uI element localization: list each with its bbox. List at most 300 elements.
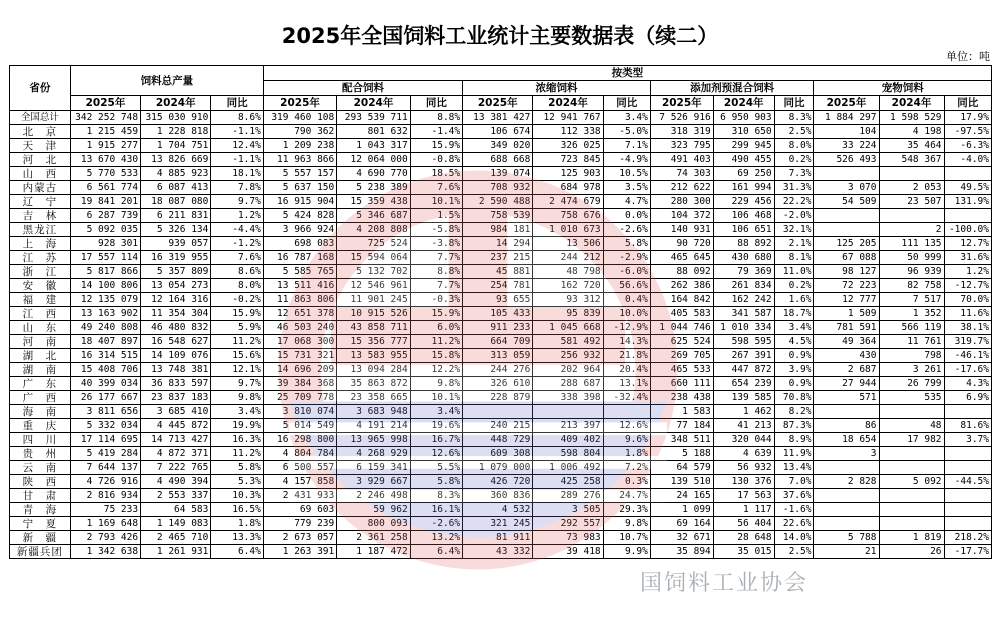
- value-cell: 164 842: [650, 293, 713, 307]
- province-cell: 河 北: [10, 153, 71, 167]
- value-cell: 310 650: [713, 125, 774, 139]
- value-cell: 104 372: [650, 209, 713, 223]
- value-cell: 5 092: [879, 475, 944, 489]
- value-cell: 0.4%: [603, 293, 650, 307]
- header-yoy: 同比: [410, 96, 462, 111]
- value-cell: [814, 405, 879, 419]
- value-cell: 3.5%: [603, 181, 650, 195]
- value-cell: 11 963 866: [263, 153, 336, 167]
- value-cell: 5 357 809: [141, 265, 211, 279]
- table-row: [10, 293, 992, 307]
- value-cell: -44.5%: [944, 475, 991, 489]
- value-cell: 64 583: [141, 503, 211, 517]
- value-cell: 16 319 955: [141, 251, 211, 265]
- value-cell: 228 879: [463, 391, 533, 405]
- value-cell: 93 655: [463, 293, 533, 307]
- value-cell: 218.2%: [944, 531, 991, 545]
- value-cell: 82 758: [879, 279, 944, 293]
- value-cell: 13 511 416: [263, 279, 336, 293]
- value-cell: 664 709: [463, 335, 533, 349]
- value-cell: 2 673 057: [263, 531, 336, 545]
- province-cell: 山 西: [10, 167, 71, 181]
- value-cell: 13 965 998: [337, 433, 410, 447]
- value-cell: 14 713 427: [141, 433, 211, 447]
- header-year-2024: 2024年: [141, 96, 211, 111]
- value-cell: [944, 447, 991, 461]
- value-cell: 2.5%: [774, 545, 814, 559]
- value-cell: 13 670 430: [70, 153, 140, 167]
- province-cell: 全国总计: [10, 111, 71, 125]
- value-cell: 708 932: [463, 181, 533, 195]
- value-cell: 49.5%: [944, 181, 991, 195]
- value-cell: 8.3%: [410, 489, 462, 503]
- value-cell: 5 424 828: [263, 209, 336, 223]
- province-cell: 黑龙江: [10, 223, 71, 237]
- table-row: [10, 405, 992, 419]
- value-cell: -2.6%: [603, 223, 650, 237]
- value-cell: 0.2%: [774, 279, 814, 293]
- table-row: [10, 517, 992, 531]
- value-cell: 1.2%: [211, 209, 263, 223]
- value-cell: 3 929 667: [337, 475, 410, 489]
- value-cell: 12.7%: [944, 237, 991, 251]
- value-cell: 1.8%: [211, 517, 263, 531]
- table-row: [10, 167, 992, 181]
- value-cell: 11 354 304: [141, 307, 211, 321]
- value-cell: 8.2%: [774, 405, 814, 419]
- table-row: [10, 349, 992, 363]
- value-cell: 7.6%: [410, 181, 462, 195]
- value-cell: 19.9%: [211, 419, 263, 433]
- header-year-2024: 2024年: [533, 96, 603, 111]
- value-cell: -100.0%: [944, 223, 991, 237]
- value-cell: [814, 167, 879, 181]
- table-row: [10, 223, 992, 237]
- value-cell: 4 726 916: [70, 475, 140, 489]
- value-cell: 14 109 076: [141, 349, 211, 363]
- value-cell: [879, 503, 944, 517]
- value-cell: 1 187 472: [337, 545, 410, 559]
- value-cell: 16 915 904: [263, 195, 336, 209]
- value-cell: 17 068 300: [263, 335, 336, 349]
- value-cell: 5 557 157: [263, 167, 336, 181]
- value-cell: 13.1%: [603, 377, 650, 391]
- value-cell: 269 705: [650, 349, 713, 363]
- value-cell: 13 583 955: [337, 349, 410, 363]
- value-cell: 13.2%: [410, 531, 462, 545]
- value-cell: 405 583: [650, 307, 713, 321]
- value-cell: 2 361 258: [337, 531, 410, 545]
- value-cell: 16.3%: [211, 433, 263, 447]
- value-cell: 139 074: [463, 167, 533, 181]
- value-cell: 29.3%: [603, 503, 650, 517]
- value-cell: 46 480 832: [141, 321, 211, 335]
- value-cell: 1 819: [879, 531, 944, 545]
- value-cell: 3.4%: [211, 405, 263, 419]
- table-row: [10, 139, 992, 153]
- value-cell: 8.6%: [211, 265, 263, 279]
- value-cell: 50 999: [879, 251, 944, 265]
- value-cell: 15.9%: [211, 307, 263, 321]
- value-cell: 5.8%: [603, 237, 650, 251]
- value-cell: 5 419 284: [70, 447, 140, 461]
- value-cell: 790 362: [263, 125, 336, 139]
- province-cell: 新疆兵团: [10, 545, 71, 559]
- value-cell: -4.0%: [944, 153, 991, 167]
- value-cell: 98 127: [814, 265, 879, 279]
- province-cell: 吉 林: [10, 209, 71, 223]
- value-cell: 2 816 934: [70, 489, 140, 503]
- value-cell: 292 557: [533, 517, 603, 531]
- value-cell: 7.6%: [211, 251, 263, 265]
- table-row: [10, 237, 992, 251]
- value-cell: 8.3%: [774, 111, 814, 125]
- value-cell: 202 964: [533, 363, 603, 377]
- value-cell: 3 505: [533, 503, 603, 517]
- value-cell: 23 358 665: [337, 391, 410, 405]
- table-row: [10, 489, 992, 503]
- value-cell: 326 025: [533, 139, 603, 153]
- value-cell: 17 114 695: [70, 433, 140, 447]
- province-cell: 陕 西: [10, 475, 71, 489]
- value-cell: 10.1%: [410, 391, 462, 405]
- value-cell: 237 215: [463, 251, 533, 265]
- value-cell: 318 319: [650, 125, 713, 139]
- value-cell: 289 276: [533, 489, 603, 503]
- value-cell: [944, 503, 991, 517]
- table-row: [10, 321, 992, 335]
- value-cell: 3: [814, 447, 879, 461]
- value-cell: 72 223: [814, 279, 879, 293]
- value-cell: -12.7%: [944, 279, 991, 293]
- value-cell: 244 276: [463, 363, 533, 377]
- value-cell: 299 945: [713, 139, 774, 153]
- value-cell: 17 563: [713, 489, 774, 503]
- value-cell: 8.8%: [410, 111, 462, 125]
- value-cell: 319 460 108: [263, 111, 336, 125]
- value-cell: -2.0%: [774, 209, 814, 223]
- value-cell: 6.4%: [410, 545, 462, 559]
- province-cell: 海 南: [10, 405, 71, 419]
- province-cell: 湖 北: [10, 349, 71, 363]
- value-cell: 0.0%: [603, 209, 650, 223]
- value-cell: 5 188: [650, 447, 713, 461]
- value-cell: 75 233: [70, 503, 140, 517]
- value-cell: -17.6%: [944, 363, 991, 377]
- header-yoy: 同比: [603, 96, 650, 111]
- value-cell: 598 595: [713, 335, 774, 349]
- value-cell: 2 246 498: [337, 489, 410, 503]
- value-cell: -12.9%: [603, 321, 650, 335]
- value-cell: 293 539 711: [337, 111, 410, 125]
- value-cell: 5 788: [814, 531, 879, 545]
- value-cell: 16 787 168: [263, 251, 336, 265]
- value-cell: 104: [814, 125, 879, 139]
- value-cell: 15 408 706: [70, 363, 140, 377]
- unit-label: 单位：吨: [946, 50, 990, 63]
- value-cell: 320 044: [713, 433, 774, 447]
- value-cell: 725 524: [337, 237, 410, 251]
- value-cell: 16.5%: [211, 503, 263, 517]
- value-cell: 111 135: [879, 237, 944, 251]
- province-cell: 广 东: [10, 377, 71, 391]
- province-cell: 山 东: [10, 321, 71, 335]
- value-cell: 548 367: [879, 153, 944, 167]
- value-cell: 3.7%: [944, 433, 991, 447]
- header-total: 饲料总产量: [70, 66, 263, 96]
- value-cell: 35 464: [879, 139, 944, 153]
- value-cell: 1 261 931: [141, 545, 211, 559]
- value-cell: 17 557 114: [70, 251, 140, 265]
- value-cell: 288 687: [533, 377, 603, 391]
- value-cell: -2.6%: [410, 517, 462, 531]
- value-cell: 106 651: [713, 223, 774, 237]
- value-cell: 409 402: [533, 433, 603, 447]
- value-cell: 4 191 214: [337, 419, 410, 433]
- value-cell: 11.0%: [774, 265, 814, 279]
- value-cell: 3 966 924: [263, 223, 336, 237]
- value-cell: 13 506: [533, 237, 603, 251]
- value-cell: 162 720: [533, 279, 603, 293]
- value-cell: 13 381 427: [463, 111, 533, 125]
- value-cell: 11.6%: [944, 307, 991, 321]
- value-cell: 3.9%: [774, 363, 814, 377]
- value-cell: 25 709 778: [263, 391, 336, 405]
- value-cell: 7 526 916: [650, 111, 713, 125]
- value-cell: 125 205: [814, 237, 879, 251]
- value-cell: 1 884 297: [814, 111, 879, 125]
- value-cell: 70.0%: [944, 293, 991, 307]
- value-cell: 698 083: [263, 237, 336, 251]
- value-cell: 1 462: [713, 405, 774, 419]
- table-row: [10, 545, 992, 559]
- value-cell: 40 399 034: [70, 377, 140, 391]
- value-cell: 32 671: [650, 531, 713, 545]
- province-cell: 新 疆: [10, 531, 71, 545]
- table-row: [10, 363, 992, 377]
- value-cell: 5 332 034: [70, 419, 140, 433]
- value-cell: 10.3%: [211, 489, 263, 503]
- value-cell: 254 781: [463, 279, 533, 293]
- province-cell: 广 西: [10, 391, 71, 405]
- table-row: [10, 195, 992, 209]
- value-cell: 426 720: [463, 475, 533, 489]
- value-cell: 10.1%: [410, 195, 462, 209]
- value-cell: [879, 517, 944, 531]
- header-premix: 添加剂预混合饲料: [650, 81, 814, 96]
- value-cell: 21.8%: [603, 349, 650, 363]
- table-row: [10, 279, 992, 293]
- value-cell: 4 208 808: [337, 223, 410, 237]
- value-cell: 490 455: [713, 153, 774, 167]
- value-cell: [814, 503, 879, 517]
- value-cell: 14 696 209: [263, 363, 336, 377]
- value-cell: 139 510: [650, 475, 713, 489]
- value-cell: 41 213: [713, 419, 774, 433]
- value-cell: 12.1%: [211, 363, 263, 377]
- value-cell: 1 509: [814, 307, 879, 321]
- province-cell: 浙 江: [10, 265, 71, 279]
- value-cell: 5 817 866: [70, 265, 140, 279]
- value-cell: -6.0%: [603, 265, 650, 279]
- value-cell: 24.7%: [603, 489, 650, 503]
- header-pet: 宠物饲料: [814, 81, 992, 96]
- value-cell: 7 222 765: [141, 461, 211, 475]
- value-cell: 16.1%: [410, 503, 462, 517]
- value-cell: 5 637 150: [263, 181, 336, 195]
- value-cell: 6 950 903: [713, 111, 774, 125]
- value-cell: 11.2%: [211, 335, 263, 349]
- value-cell: -4.9%: [603, 153, 650, 167]
- value-cell: -1.1%: [211, 125, 263, 139]
- value-cell: 2 053: [879, 181, 944, 195]
- value-cell: 571: [814, 391, 879, 405]
- value-cell: 21: [814, 545, 879, 559]
- province-cell: 贵 州: [10, 447, 71, 461]
- statistics-table: [9, 65, 992, 559]
- value-cell: 13.4%: [774, 461, 814, 475]
- value-cell: 7.1%: [603, 139, 650, 153]
- value-cell: 49 240 808: [70, 321, 140, 335]
- value-cell: 106 468: [713, 209, 774, 223]
- table-row: [10, 265, 992, 279]
- value-cell: [603, 405, 650, 419]
- value-cell: 9.7%: [211, 195, 263, 209]
- value-cell: 56 932: [713, 461, 774, 475]
- value-cell: 16 548 627: [141, 335, 211, 349]
- value-cell: 1 342 638: [70, 545, 140, 559]
- table-row: [10, 335, 992, 349]
- value-cell: -6.3%: [944, 139, 991, 153]
- value-cell: 12 546 961: [337, 279, 410, 293]
- table-row: [10, 153, 992, 167]
- value-cell: 12 064 000: [337, 153, 410, 167]
- value-cell: 430: [814, 349, 879, 363]
- value-cell: 6 500 557: [263, 461, 336, 475]
- value-cell: 5 238 389: [337, 181, 410, 195]
- value-cell: 2 474 679: [533, 195, 603, 209]
- value-cell: 9.8%: [410, 377, 462, 391]
- value-cell: 280 300: [650, 195, 713, 209]
- value-cell: 31.6%: [944, 251, 991, 265]
- value-cell: 4 490 394: [141, 475, 211, 489]
- value-cell: 6 287 739: [70, 209, 140, 223]
- value-cell: 20.4%: [603, 363, 650, 377]
- value-cell: 33 224: [814, 139, 879, 153]
- value-cell: 625 524: [650, 335, 713, 349]
- header-year-2025: 2025年: [263, 96, 336, 111]
- province-cell: 河 南: [10, 335, 71, 349]
- value-cell: 10.7%: [603, 531, 650, 545]
- value-cell: 79 369: [713, 265, 774, 279]
- value-cell: 36 833 597: [141, 377, 211, 391]
- value-cell: 1 043 317: [337, 139, 410, 153]
- value-cell: 56 404: [713, 517, 774, 531]
- value-cell: 1.2%: [944, 265, 991, 279]
- value-cell: 26: [879, 545, 944, 559]
- value-cell: 17 982: [879, 433, 944, 447]
- value-cell: 73 983: [533, 531, 603, 545]
- province-cell: 甘 肃: [10, 489, 71, 503]
- value-cell: 660 111: [650, 377, 713, 391]
- province-cell: 湖 南: [10, 363, 71, 377]
- value-cell: 38.1%: [944, 321, 991, 335]
- value-cell: 323 795: [650, 139, 713, 153]
- province-cell: 安 徽: [10, 279, 71, 293]
- value-cell: 13 054 273: [141, 279, 211, 293]
- value-cell: 3 810 074: [263, 405, 336, 419]
- value-cell: 14 100 806: [70, 279, 140, 293]
- value-cell: 1 045 668: [533, 321, 603, 335]
- value-cell: [814, 517, 879, 531]
- watermark-text: 国饲料工业协会: [640, 571, 809, 596]
- value-cell: 1 010 673: [533, 223, 603, 237]
- value-cell: 10.0%: [603, 307, 650, 321]
- value-cell: 15 731 321: [263, 349, 336, 363]
- value-cell: 90 720: [650, 237, 713, 251]
- header-year-2025: 2025年: [814, 96, 879, 111]
- value-cell: 1 169 648: [70, 517, 140, 531]
- table-row: [10, 181, 992, 195]
- value-cell: 240 215: [463, 419, 533, 433]
- value-cell: 81.6%: [944, 419, 991, 433]
- value-cell: 7.8%: [211, 181, 263, 195]
- value-cell: 27 944: [814, 377, 879, 391]
- value-cell: 15.8%: [410, 349, 462, 363]
- value-cell: 26 799: [879, 377, 944, 391]
- value-cell: 1 010 334: [713, 321, 774, 335]
- table-row: [10, 125, 992, 139]
- table-row: [10, 433, 992, 447]
- value-cell: 3 070: [814, 181, 879, 195]
- value-cell: 798: [879, 349, 944, 363]
- value-cell: 0.9%: [774, 377, 814, 391]
- value-cell: 69 164: [650, 517, 713, 531]
- value-cell: 12 941 767: [533, 111, 603, 125]
- value-cell: 31.3%: [774, 181, 814, 195]
- value-cell: 15 594 064: [337, 251, 410, 265]
- header-year-2025: 2025年: [650, 96, 713, 111]
- value-cell: 9.8%: [603, 517, 650, 531]
- value-cell: 19.6%: [410, 419, 462, 433]
- value-cell: 341 587: [713, 307, 774, 321]
- value-cell: [533, 405, 603, 419]
- value-cell: -97.5%: [944, 125, 991, 139]
- value-cell: 1 006 492: [533, 461, 603, 475]
- value-cell: 93 312: [533, 293, 603, 307]
- value-cell: 0.3%: [603, 475, 650, 489]
- province-cell: 天 津: [10, 139, 71, 153]
- value-cell: 14.3%: [603, 335, 650, 349]
- value-cell: 2: [879, 223, 944, 237]
- table-row: [10, 391, 992, 405]
- value-cell: 313 059: [463, 349, 533, 363]
- value-cell: 4 885 923: [141, 167, 211, 181]
- value-cell: 2 590 488: [463, 195, 533, 209]
- value-cell: 12 135 079: [70, 293, 140, 307]
- header-compound: 配合饲料: [263, 81, 462, 96]
- value-cell: -46.1%: [944, 349, 991, 363]
- value-cell: 1 263 391: [263, 545, 336, 559]
- value-cell: 59 962: [337, 503, 410, 517]
- value-cell: 349 020: [463, 139, 533, 153]
- value-cell: 4.3%: [944, 377, 991, 391]
- value-cell: 69 603: [263, 503, 336, 517]
- value-cell: 2 828: [814, 475, 879, 489]
- value-cell: 338 398: [533, 391, 603, 405]
- table-row: [10, 475, 992, 489]
- value-cell: 74 303: [650, 167, 713, 181]
